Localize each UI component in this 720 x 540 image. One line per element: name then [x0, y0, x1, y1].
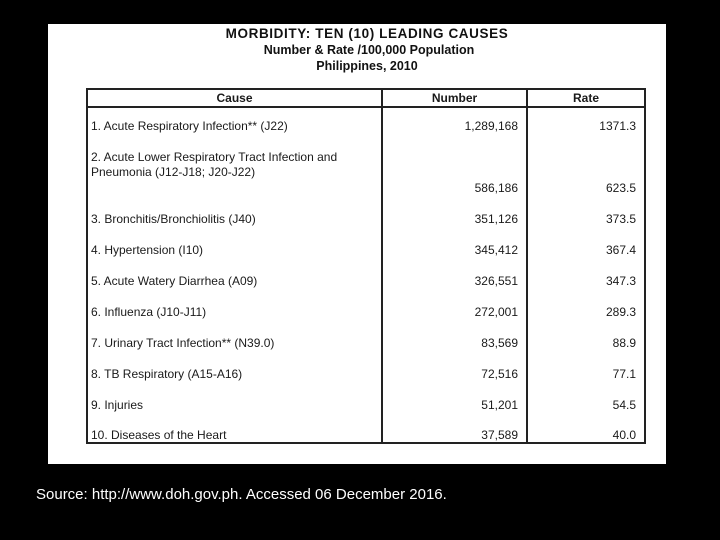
column-divider: [526, 90, 528, 442]
number-cell: 72,516: [481, 367, 518, 381]
morbidity-table-image: [48, 24, 666, 464]
number-cell: 1,289,168: [464, 119, 518, 133]
rate-cell: 1371.3: [599, 119, 636, 133]
cause-cell: 8. TB Respiratory (A15-A16): [91, 367, 243, 381]
number-cell: 326,551: [474, 274, 518, 288]
number-cell: 37,589: [481, 428, 518, 442]
cause-cell: 3. Bronchitis/Bronchiolitis (J40): [91, 212, 256, 226]
document-header: [48, 26, 666, 74]
number-cell: 83,569: [481, 336, 518, 350]
cause-cell: 6. Influenza (J10-J11): [91, 305, 207, 319]
table-header-row: [88, 90, 644, 108]
document-location-year: Philippines, 2010: [316, 59, 418, 73]
cause-cell: 1. Acute Respiratory Infection** (J22): [91, 119, 288, 133]
rate-cell: 54.5: [612, 398, 636, 412]
cause-cell: 9. Injuries: [91, 398, 144, 412]
rate-cell: 373.5: [605, 212, 636, 226]
document-title: MORBIDITY: TEN (10) LEADING CAUSES: [225, 26, 509, 41]
number-cell: 586,186: [474, 181, 518, 195]
rate-cell: 347.3: [605, 274, 636, 288]
number-cell: 51,201: [481, 398, 518, 412]
rate-cell: 88.9: [612, 336, 636, 350]
column-header-cause: Cause: [216, 91, 253, 105]
cause-cell: 7. Urinary Tract Infection** (N39.0): [91, 336, 275, 350]
rate-cell: 77.1: [612, 367, 636, 381]
column-header-number: Number: [431, 91, 478, 105]
number-cell: 351,126: [474, 212, 518, 226]
cause-cell: 10. Diseases of the Heart: [91, 428, 227, 442]
number-cell: 345,412: [474, 243, 518, 257]
column-divider: [381, 90, 383, 442]
cause-cell: 5. Acute Watery Diarrhea (A09): [91, 274, 258, 288]
cause-cell: 4. Hypertension (I10): [91, 243, 204, 257]
document-subtitle: Number & Rate /100,000 Population: [263, 43, 475, 57]
source-citation: Source: http://www.doh.gov.ph. Accessed 06 December 2016.: [36, 486, 447, 503]
cause-cell: 2. Acute Lower Respiratory Tract Infection and Pneumonia (J12-J18; J20-J22): [91, 150, 338, 179]
rate-cell: 367.4: [605, 243, 636, 257]
morbidity-table: [86, 88, 646, 444]
rate-cell: 289.3: [605, 305, 636, 319]
column-header-rate: Rate: [572, 91, 599, 105]
rate-cell: 623.5: [605, 181, 636, 195]
rate-cell: 40.0: [612, 428, 636, 442]
number-cell: 272,001: [474, 305, 518, 319]
